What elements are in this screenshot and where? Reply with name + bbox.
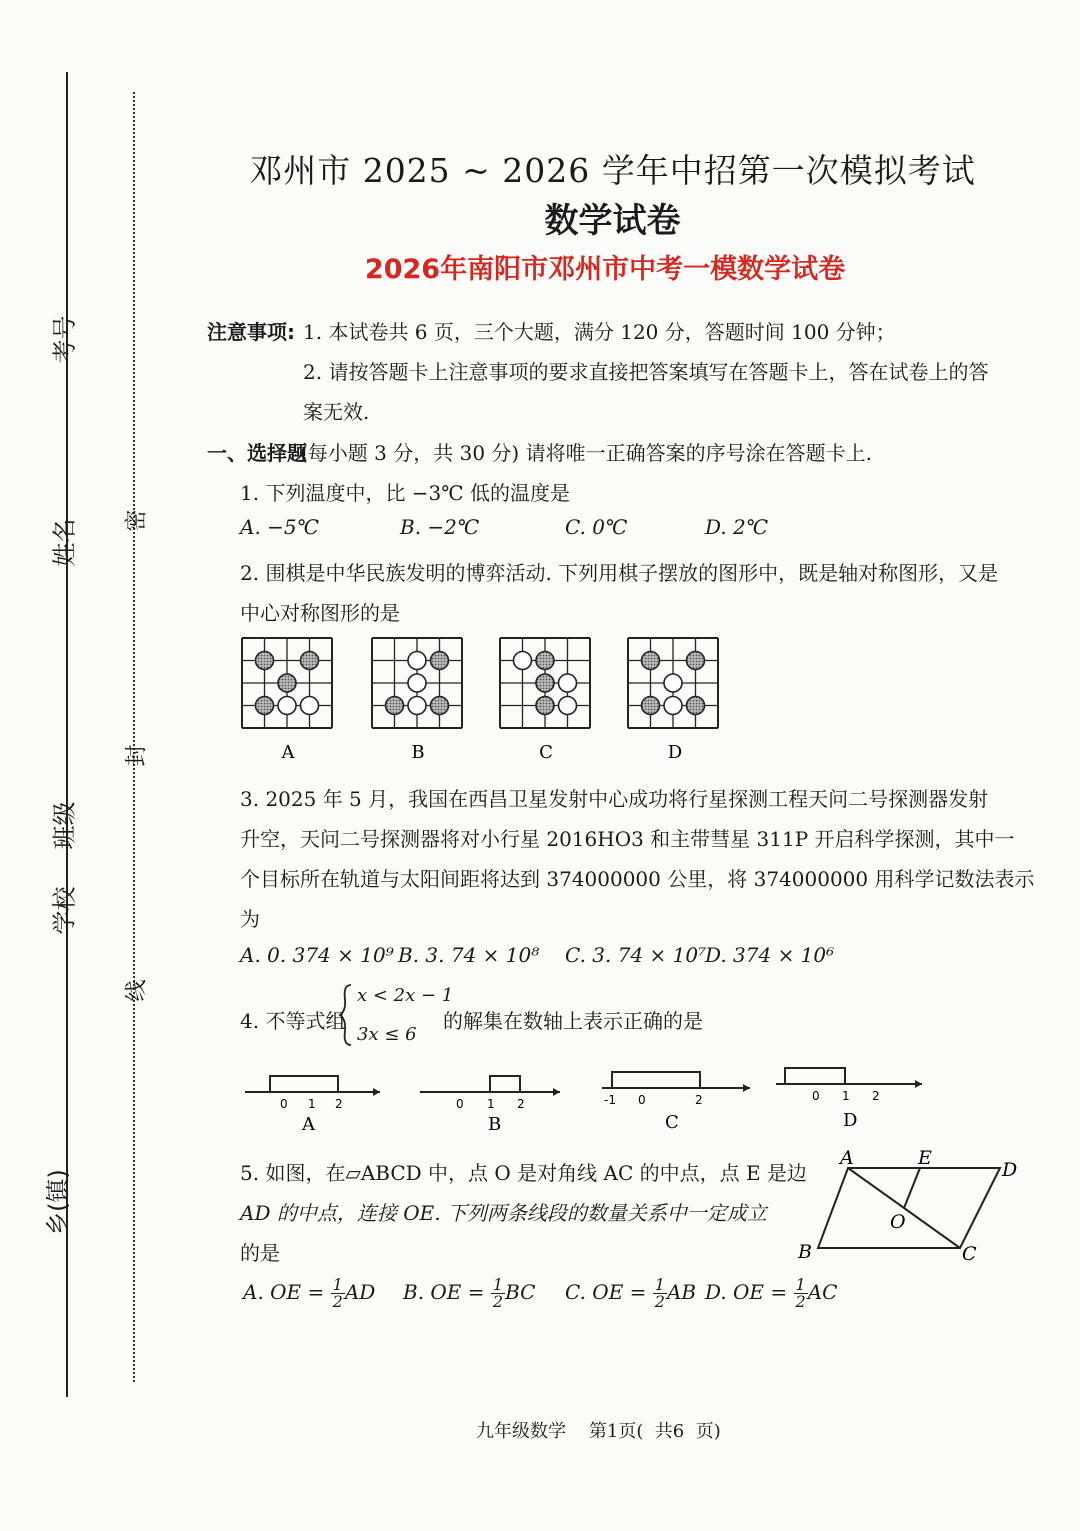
white-stone (664, 674, 682, 692)
nl-b-tick-0: 0 (456, 1097, 464, 1111)
q3-option-d: D. 374 × 10⁶ (705, 943, 835, 967)
notice-label: 注意事项: (207, 320, 295, 344)
nl-d-tick-2: 2 (872, 1089, 880, 1103)
q5-line3: 的是 (240, 1241, 280, 1265)
dark-stone (687, 652, 705, 670)
dark-stone (536, 697, 554, 715)
white-stone (559, 697, 577, 715)
q2-label-a: A (281, 742, 295, 763)
dark-stone (642, 652, 660, 670)
q3-option-a: A. 0. 374 × 10⁹ (240, 943, 394, 967)
dark-stone (256, 697, 274, 715)
dark-stone (256, 652, 274, 670)
red-title: 2026年南阳市邓州市中考一模数学试卷 (364, 254, 846, 285)
pt-a: A (840, 1148, 854, 1169)
q5-option-c: C. OE = $\frac{1}{2}$ AB (565, 1275, 697, 1311)
q1-option-b: B. −2℃ (400, 515, 480, 539)
dark-stone (278, 674, 296, 692)
pt-c: C (962, 1243, 977, 1265)
nl-b-label: B (488, 1114, 502, 1135)
q3-option-c: C. 3. 74 × 10⁷ (565, 943, 707, 967)
town-label: 乡(镇) (43, 1169, 72, 1236)
q4-ineq2: 3x ≤ 6 (357, 1024, 417, 1045)
q3-line3: 个目标所在轨道与太阳间距将达到 374000000 公里，将 374000000 用科学记数法表示 (240, 867, 1035, 891)
notice-line2b: 案无效. (303, 400, 370, 424)
seal-xian: 线 (124, 979, 150, 1002)
white-stone (301, 697, 319, 715)
q4-prefix: 4. 不等式组 (240, 1009, 346, 1033)
nl-c-tick-0: -1 (604, 1093, 616, 1107)
q5-line2: AD 的中点，连接 OE. 下列两条线段的数量关系中一定成立 (240, 1201, 767, 1225)
q5-line1: 5. 如图，在▱ABCD 中，点 O 是对角线 AC 的中点，点 E 是边 (240, 1161, 807, 1185)
white-stone (514, 652, 532, 670)
pt-d: D (1002, 1159, 1018, 1181)
nl-a-tick-2: 2 (335, 1097, 343, 1111)
notice-line1: 1. 本试卷共 6 页，三个大题，满分 120 分，答题时间 100 分钟； (303, 320, 896, 344)
q3-option-b: B. 3. 74 × 10⁸ (398, 943, 540, 967)
q5-option-a: A. OE = $\frac{1}{2}$ AD (243, 1275, 376, 1311)
pt-b: B (798, 1241, 812, 1263)
q4-brace (338, 983, 354, 1047)
go-board-c (500, 638, 590, 728)
white-stone (408, 652, 426, 670)
go-board-d (628, 638, 718, 728)
white-stone (408, 674, 426, 692)
name-label: 姓名 (50, 518, 79, 567)
nl-b-tick-2: 2 (517, 1097, 525, 1111)
q3-line4: 为 (240, 907, 260, 931)
go-board-b (372, 638, 462, 728)
dark-stone (687, 697, 705, 715)
number-line-c (602, 1072, 750, 1133)
q4-ineq1: x < 2x − 1 (357, 985, 454, 1006)
number-line-d (776, 1068, 922, 1131)
nl-c-tick-2: 2 (695, 1093, 703, 1107)
page-footer: 九年级数学 第1页( 共6 页) (476, 1421, 721, 1442)
white-stone (559, 674, 577, 692)
q2-label-b: B (411, 742, 425, 763)
nl-a-label: A (302, 1114, 315, 1135)
nl-c-tick-1: 0 (638, 1093, 646, 1107)
dark-stone (386, 697, 404, 715)
nl-a-tick-0: 0 (280, 1097, 288, 1111)
q1-stem: 1. 下列温度中，比 −3℃ 低的温度是 (240, 481, 571, 505)
q2-stem-2: 中心对称图形的是 (240, 601, 400, 625)
dark-stone (536, 652, 554, 670)
q4-suffix: 的解集在数轴上表示正确的是 (443, 1009, 703, 1033)
q4-number-lines (240, 1050, 940, 1140)
pt-e: E (918, 1148, 932, 1169)
section1-desc: (每小题 3 分，共 30 分) 请将唯一正确答案的序号涂在答题卡上. (300, 441, 872, 465)
white-stone (664, 697, 682, 715)
school-label: 学校 (50, 886, 79, 935)
q3-line1: 3. 2025 年 5 月，我国在西昌卫星发射中心成功将行星探测工程天问二号探测器发射 (240, 787, 989, 811)
seal-mi: 密 (124, 509, 150, 532)
q1-option-d: D. 2℃ (705, 515, 769, 539)
q5-option-d: D. OE = $\frac{1}{2}$ AC (705, 1275, 838, 1311)
q2-stem-1: 2. 围棋是中华民族发明的博弈活动. 下列用棋子摆放的图形中，既是轴对称图形，又是 (240, 561, 999, 585)
go-board-a (242, 638, 332, 728)
dark-stone (431, 697, 449, 715)
dark-stone (301, 652, 319, 670)
q1-option-a: A. −5℃ (240, 515, 320, 539)
q3-line2: 升空，天问二号探测器将对小行星 2016HO3 和主带彗星 311P 开启科学探测，其中一 (240, 827, 1015, 851)
q2-go-boards (230, 630, 740, 770)
nl-d-label: D (843, 1110, 858, 1131)
section1-label: 一、选择题 (207, 441, 307, 465)
q5-option-b: B. OE = $\frac{1}{2}$ BC (403, 1275, 536, 1311)
dark-stone (642, 697, 660, 715)
nl-a-tick-1: 1 (308, 1097, 316, 1111)
subject-title: 数学试卷 (544, 201, 681, 241)
q1-option-c: C. 0℃ (565, 515, 628, 539)
white-stone (278, 697, 296, 715)
q2-label-d: D (667, 742, 683, 763)
notice-line2a: 2. 请按答题卡上注意事项的要求直接把答案填写在答题卡上，答在试卷上的答 (303, 360, 989, 384)
seal-feng: 封 (124, 744, 150, 767)
number-line-b (420, 1076, 560, 1135)
pt-o: O (890, 1211, 906, 1233)
nl-b-tick-1: 1 (487, 1097, 495, 1111)
dark-stone (431, 652, 449, 670)
nl-d-tick-0: 0 (812, 1089, 820, 1103)
class-label: 班级 (50, 801, 79, 850)
q2-label-c: C (539, 742, 553, 763)
exam-title: 邓州市 2025 ~ 2026 学年中招第一次模拟考试 (249, 151, 976, 190)
number-line-a (245, 1076, 380, 1135)
nl-d-tick-1: 1 (842, 1089, 850, 1103)
exam-no-label: 考号 (50, 315, 79, 364)
dark-stone (536, 674, 554, 692)
white-stone (408, 697, 426, 715)
nl-c-label: C (665, 1112, 679, 1133)
q5-parallelogram-figure (790, 1148, 1030, 1268)
